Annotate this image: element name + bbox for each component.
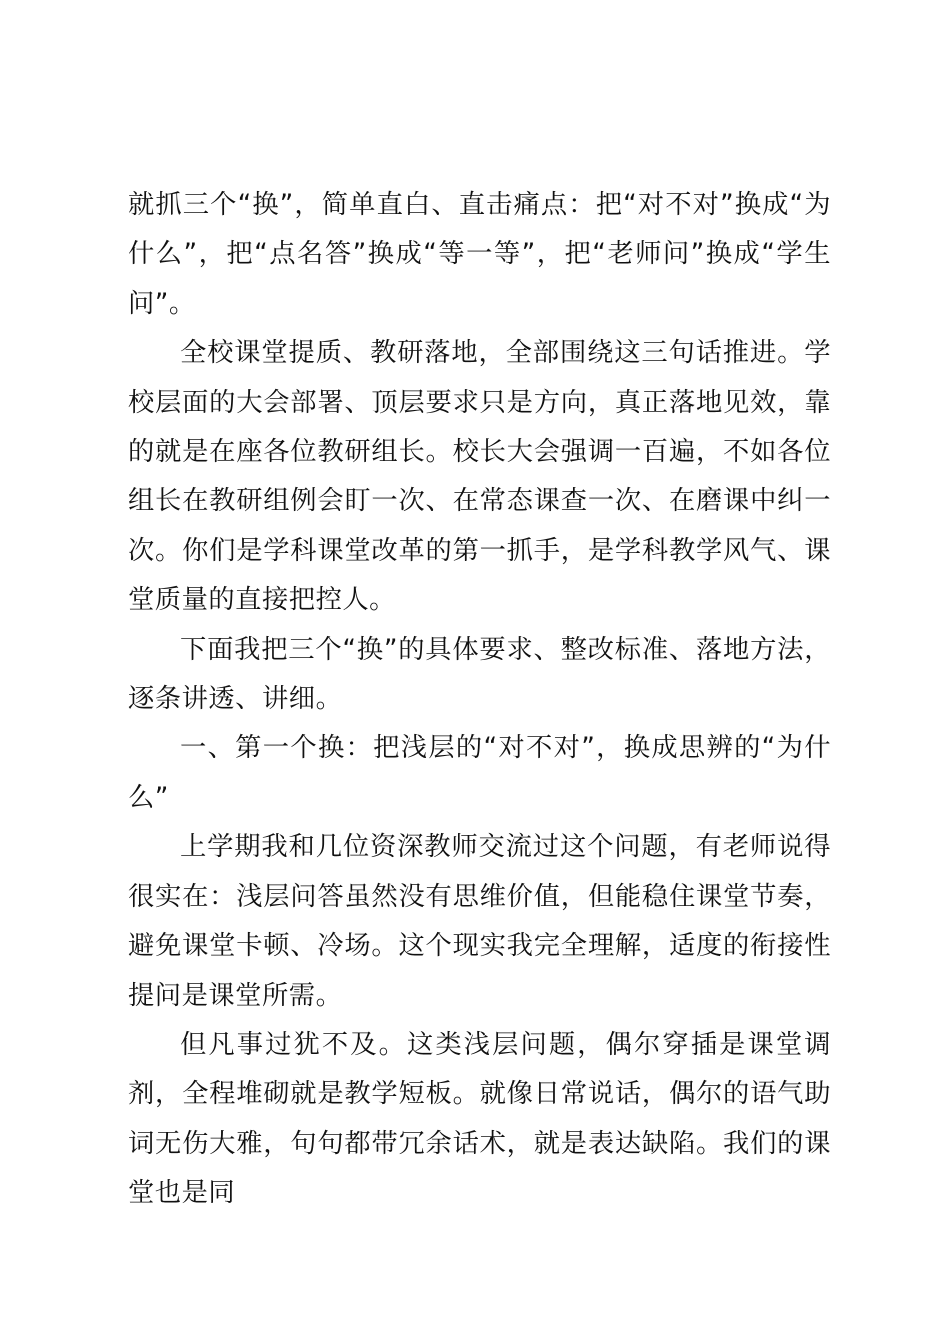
paragraph-5: 但凡事过犹不及。这类浅层问题，偶尔穿插是课堂调剂，全程堆砌就是教学短板。就像日常说话，偶尔的语气助词无伤大雅，句句都带冗余话术，就是表达缺陷。我们的课堂也是同 [128,1029,831,1209]
document-body [128,181,831,1219]
paragraph-4: 上学期我和几位资深教师交流过这个问题，有老师说得很实在：浅层问答虽然没有思维价值，但能稳住课堂节奏，避免课堂卡顿、冷场。这个现实我完全理解，适度的衔接性提问是课堂所需。 [128,832,831,1011]
paragraph-1: 就抓三个“换”，简单直白、直击痛点：把“对不对”换成“为什么”，把“点名答”换成“等一等”，把“老师问”换成“学生问”。 [128,190,831,319]
section-heading-1: 一、第一个换：把浅层的“对不对”，换成思辨的“为什么” [128,733,831,813]
paragraph-2: 全校课堂提质、教研落地，全部围绕这三句话推进。学校层面的大会部署、顶层要求只是方向，真正落地见效，靠的就是在座各位教研组长。校长大会强调一百遍，不如各位组长在教研组例会盯一次、在常态课查一次、在磨课中纠一次。你们是学科课堂改革的第一抓手，是学科教学风气、课堂质量的直接把控人。 [128,338,831,616]
paragraph-3: 下面我把三个“换”的具体要求、整改标准、落地方法，逐条讲透、讲细。 [128,634,831,715]
